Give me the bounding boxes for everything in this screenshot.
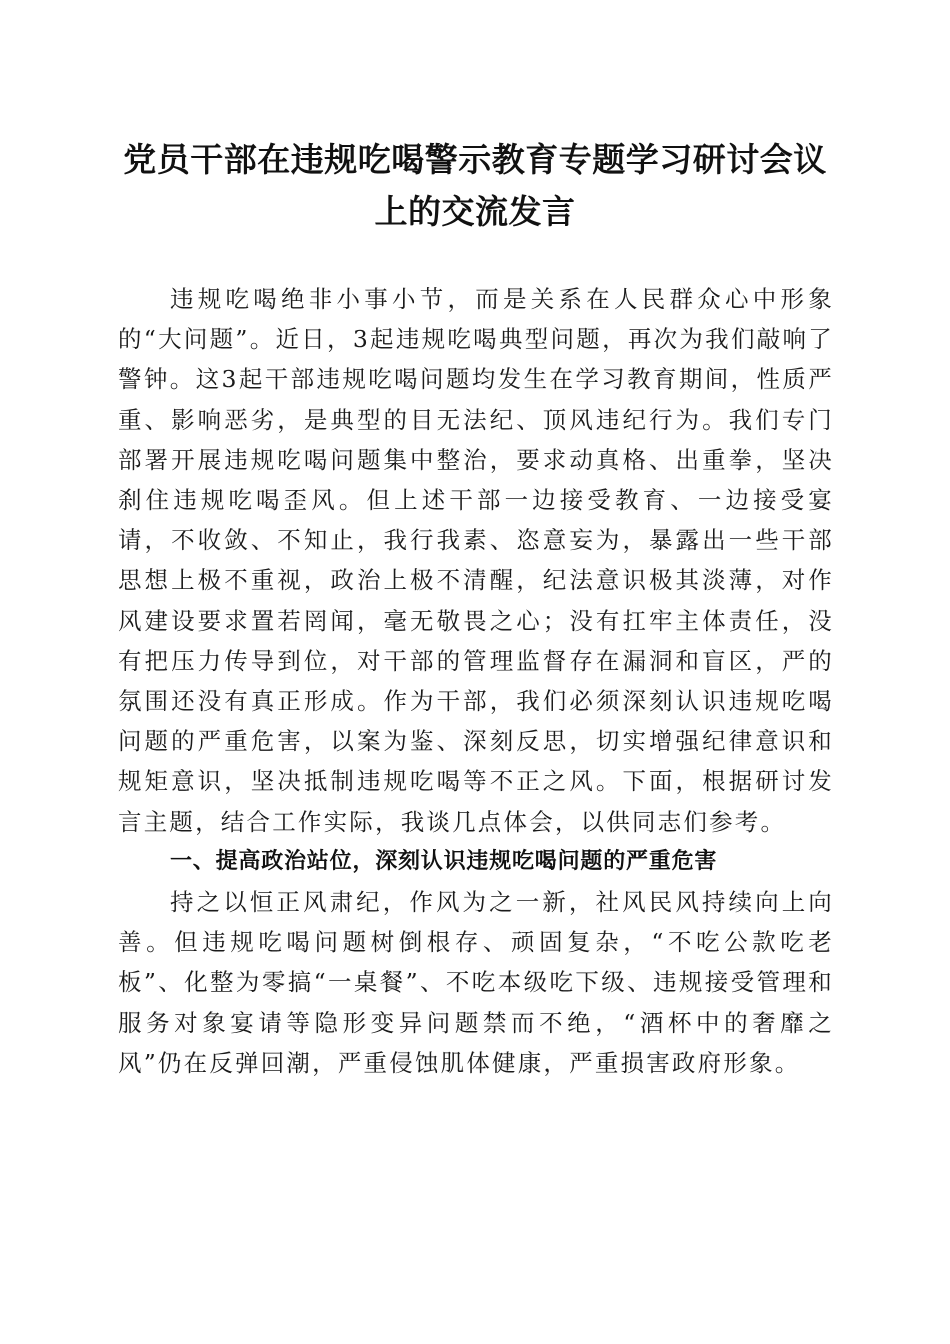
intro-paragraph: 违规吃喝绝非小事小节，而是关系在人民群众心中形象的“大问题”。近日，3起违规吃喝典型问题，再次为我们敲响了警钟。这3起干部违规吃喝问题均发生在学习教育期间，性质严重、影响恶劣，是典型的目无法纪、顶风违纪行为。我们专门部署开展违规吃喝问题集中整治，要求动真格、出重拳，坚决刹住违规吃喝歪风。但上述干部一边接受教育、一边接受宴请，不收敛、不知止，我行我素、恣意妄为，暴露出一些干部思想上极不重视，政治上极不清醒，纪法意识极其淡薄，对作风建设要求置若罔闻，毫无敬畏之心；没有扛牢主体责任，没有把压力传导到位，对干部的管理监督存在漏洞和盲区，严的氛围还没有真正形成。作为干部，我们必须深刻认识违规吃喝问题的严重危害，以案为鉴、深刻反思，切实增强纪律意识和规矩意识，坚决抵制违规吃喝等不正之风。下面，根据研讨发言主题，结合工作实际，我谈几点体会，以供同志们参考。 xyxy=(118,285,834,836)
document-body xyxy=(118,279,834,1083)
document-title: 党员干部在违规吃喝警示教育专题学习研讨会议上的交流发言 xyxy=(123,140,827,231)
section-heading-1: 一、提高政治站位，深刻认识违规吃喝问题的严重危害 xyxy=(170,848,718,874)
section-1-paragraph: 持之以恒正风肃纪，作风为之一新，社风民风持续向上向善。但违规吃喝问题树倒根存、顽固复杂，“不吃公款吃老板”、化整为零搞“一桌餐”、不吃本级吃下级、违规接受管理和服务对象宴请等隐形变异问题禁而不绝，“酒杯中的奢靡之风”仍在反弹回潮，严重侵蚀肌体健康，严重损害政府形象。 xyxy=(118,888,834,1077)
